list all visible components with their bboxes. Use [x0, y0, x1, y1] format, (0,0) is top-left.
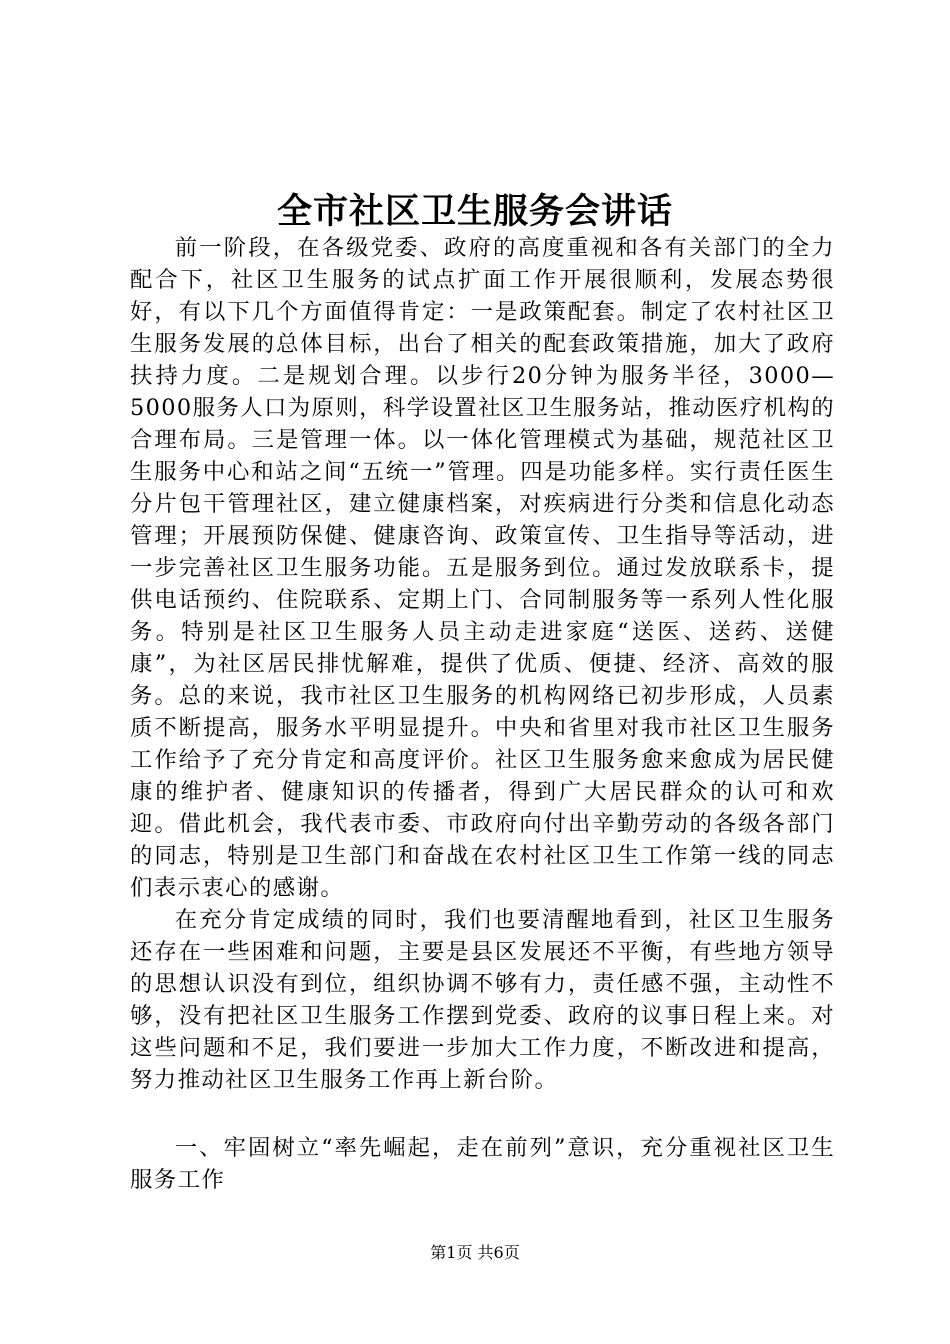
page-footer: 第1页 共6页: [430, 1243, 520, 1262]
document-body: [130, 232, 835, 1196]
section-heading-1: 一、牢固树立“率先崛起，走在前列”意识，充分重视社区卫生服务工作: [130, 1135, 835, 1193]
paragraph-2: 在充分肯定成绩的同时，我们也要清醒地看到，社区卫生服务还存在一些困难和问题，主要是县区发展还不平衡，有些地方领导的思想认识没有到位，组织协调不够有力，责任感不强，主动性不够，没有把社区卫生服务工作摆到党委、政府的议事日程上来。对这些问题和不足，我们要进一步加大工作力度，不断改进和提高，努力推动社区卫生服务工作再上新台阶。: [130, 907, 835, 1093]
document-title: 全市社区卫生服务会讲话: [276, 191, 673, 232]
paragraph-1: 前一阶段，在各级党委、政府的高度重视和各有关部门的全力配合下，社区卫生服务的试点扩面工作开展很顺利，发展态势很好，有以下几个方面值得肯定：一是政策配套。制定了农村社区卫生服务发展的总体目标，出台了相关的配套政策措施，加大了政府扶持力度。二是规划合理。以步行20分钟为服务半径，3000—5000服务人口为原则，科学设置社区卫生服务站，推动医疗机构的合理布局。三是管理一体。以一体化管理模式为基础，规范社区卫生服务中心和站之间“五统一”管理。四是功能多样。实行责任医生分片包干管理社区，建立健康档案，对疾病进行分类和信息化动态管理；开展预防保健、健康咨询、政策宣传、卫生指导等活动，进一步完善社区卫生服务功能。五是服务到位。通过发放联系卡，提供电话预约、住院联系、定期上门、合同制服务等一系列人性化服务。特别是社区卫生服务人员主动走进家庭“送医、送药、送健康”，为社区居民排忧解难，提供了优质、便捷、经济、高效的服务。总的来说，我市社区卫生服务的机构网络已初步形成，人员素质不断提高，服务水平明显提升。中央和省里对我市社区卫生服务工作给予了充分肯定和高度评价。社区卫生服务愈来愈成为居民健康的维护者、健康知识的传播者，得到广大居民群众的认可和欢迎。借此机会，我代表市委、市政府向付出辛勤劳动的各级各部门的同志，特别是卫生部门和奋战在农村社区卫生工作第一线的同志们表示衷心的感谢。: [130, 235, 835, 901]
